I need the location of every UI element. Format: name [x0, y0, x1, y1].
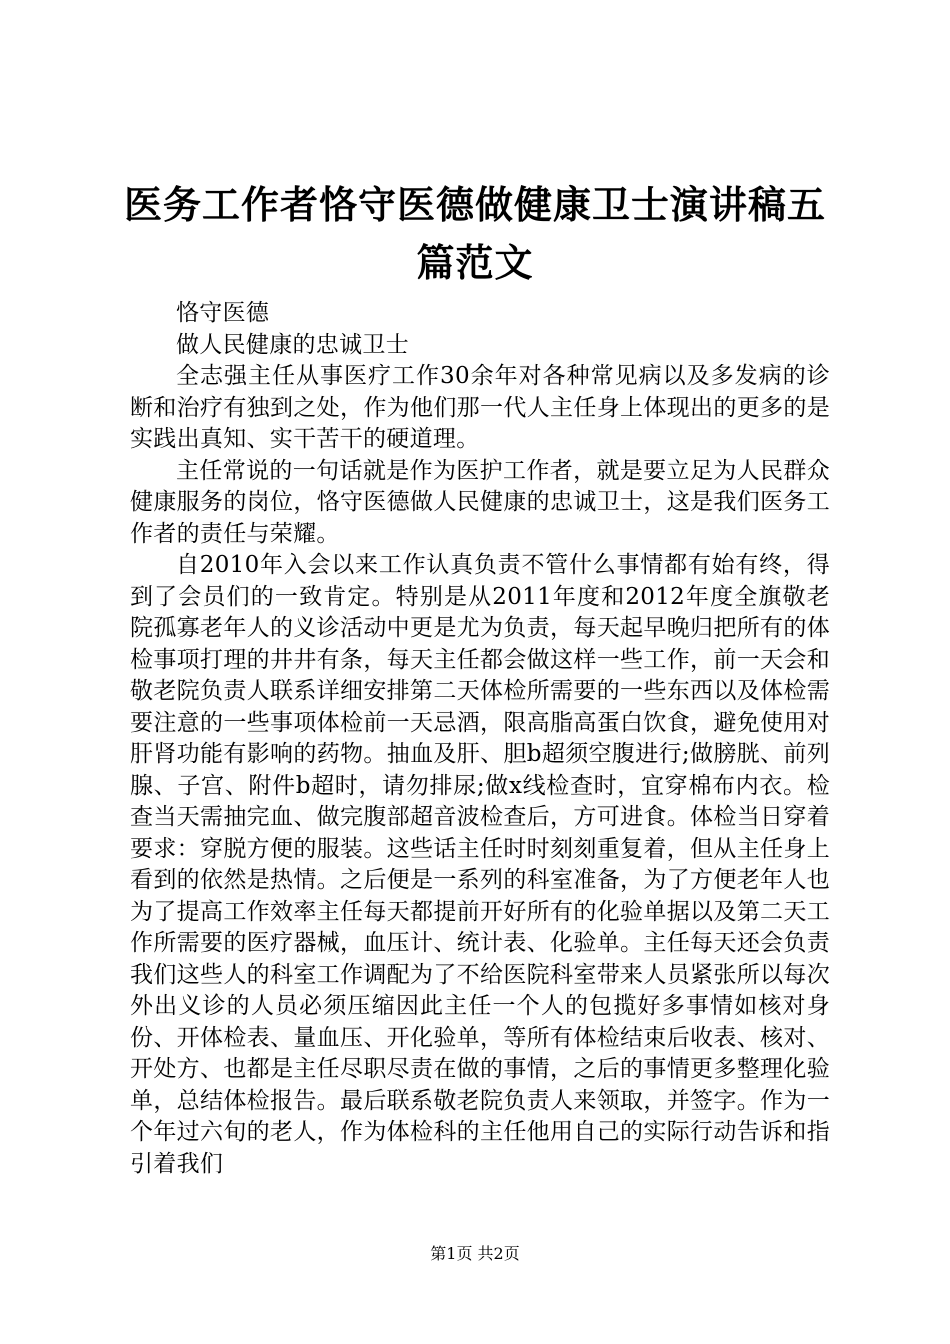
paragraph: 主任常说的一句话就是作为医护工作者，就是要立足为人民群众健康服务的岗位，恪守医德做人民健康的忠诚卫士，这是我们医务工作者的责任与荣耀。 — [130, 457, 830, 547]
document-title: 医务工作者恪守医德做健康卫士演讲稿五篇范文 — [123, 182, 826, 285]
paragraph-subtitle-1: 恪守医德 — [176, 300, 270, 326]
paragraph-subtitle-2: 做人民健康的忠诚卫士 — [176, 331, 409, 358]
document-body — [130, 298, 830, 1180]
page-number: 第1页 共2页 — [430, 1244, 520, 1263]
paragraph: 全志强主任从事医疗工作30余年对各种常见病以及多发病的诊断和治疗有独到之处，作为他们那一代人主任身上体现出的更多的是实践出真知、实干苦干的硬道理。 — [130, 363, 830, 452]
paragraph: 自2010年入会以来工作认真负责不管什么事情都有始有终，得到了会员们的一致肯定。特别是从2011年度和2012年度全旗敬老院孤寡老年人的义诊活动中更是尤为负责，每天起早晚归把所有的体检事项打理的井井有条，每天主任都会做这样一些工作，前一天会和敬老院负责人联系详细安排第二天体检所需要的一些东西以及体检需要注意的一些事项体检前一天忌酒，限高脂高蛋白饮食，避免使用对肝肾功能有影响的药物。抽血及肝、胆b超须空腹进行;做膀胱、前列腺、子宫、附件b超时，请勿排尿;做x线检查时，宜穿棉布内衣。检查当天需抽完血、做完腹部超音波检查后，方可进食。体检当日穿着要求：穿脱方便的服装。这些话主任时时刻刻重复着，但从主任身上看到的依然是热情。之后便是一系列的科室准备，为了方便老年人也为了提高工作效率主任每天都提前开好所有的化验单据以及第二天工作所需要的医疗器械，血压计、统计表、化验单。主任每天还会负责我们这些人的科室工作调配为了不给医院科室带来人员紧张所以每次外出义诊的人员必须压缩因此主任一个人的包揽好多事情如核对身份、开体检表、量血压、开化验单，等所有体检结束后收表、核对、开处方、也都是主任尽职尽责在做的事情，之后的事情更多整理化验单，总结体检报告。最后联系敬老院负责人来领取，并签字。作为一个年过六旬的老人，作为体检科的主任他用自己的实际行动告诉和指引着我们 — [130, 552, 830, 1177]
